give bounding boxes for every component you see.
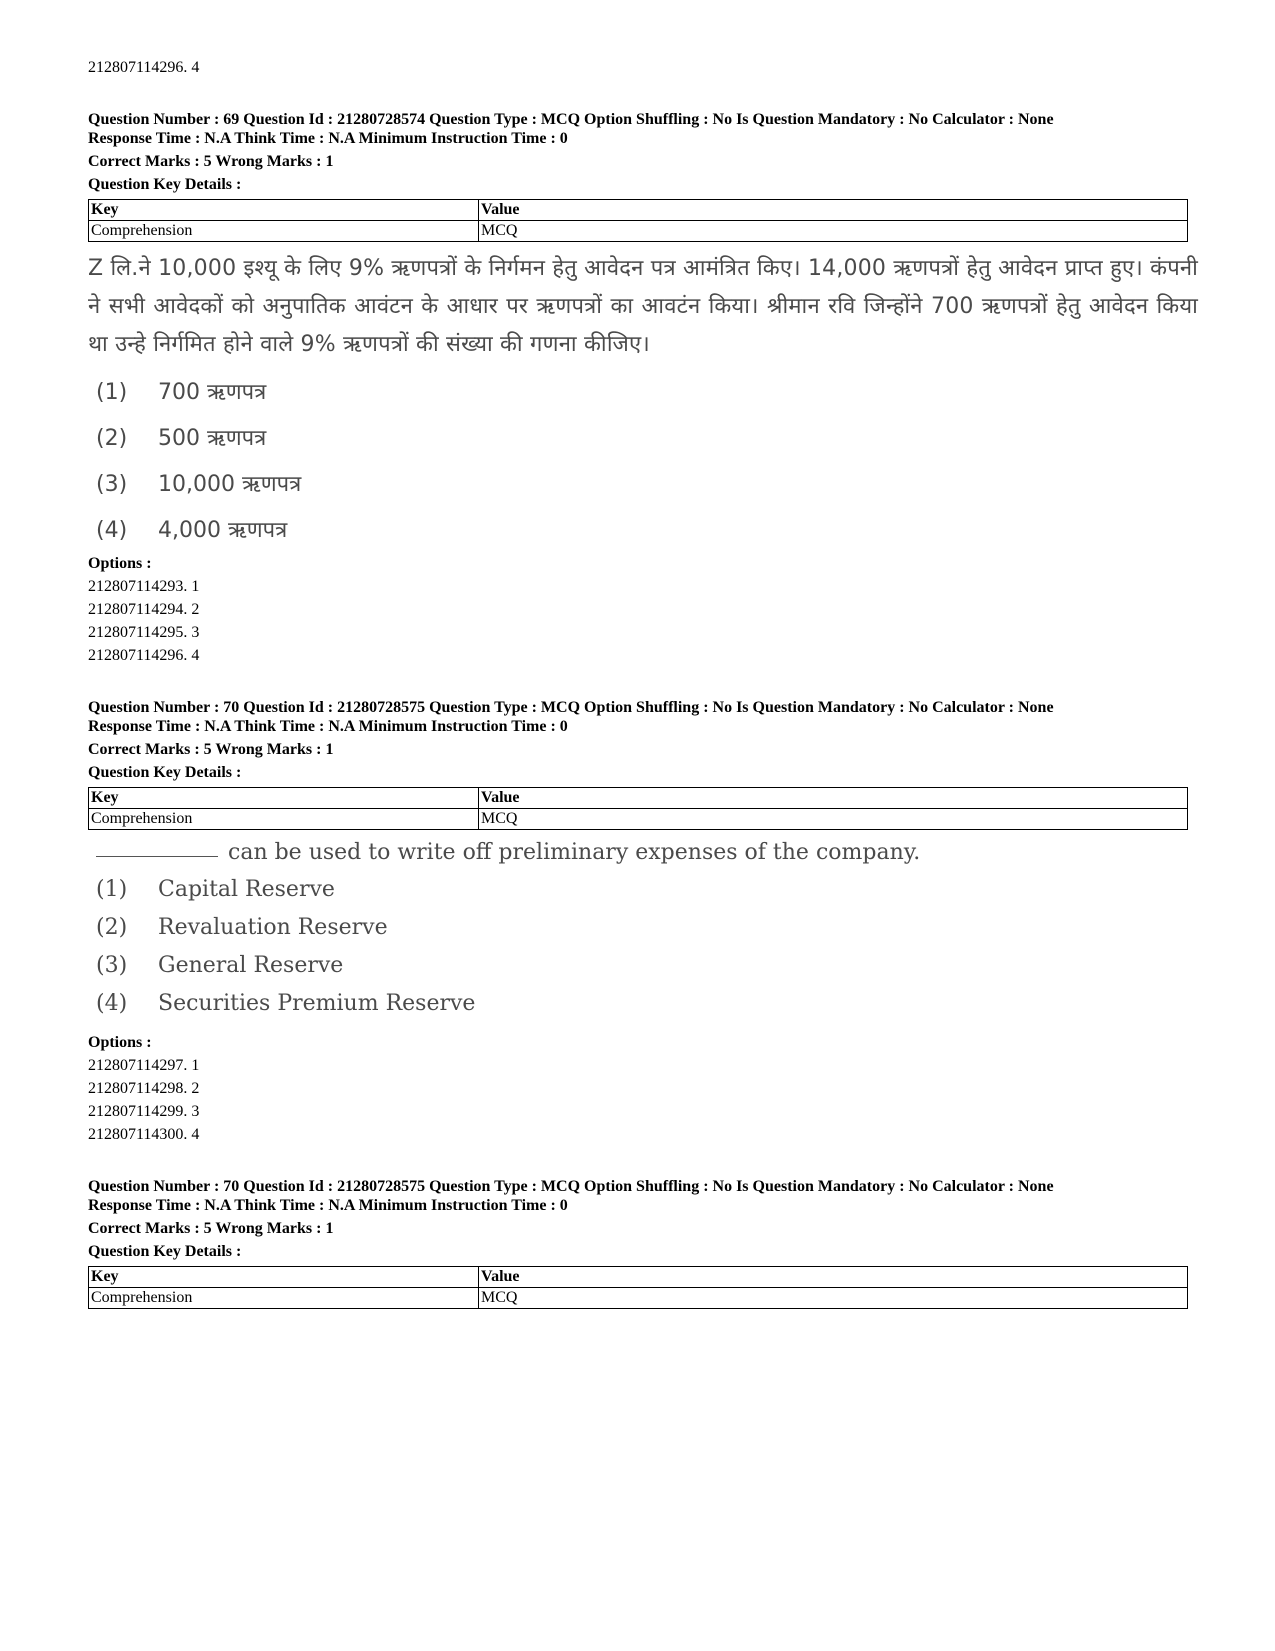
choice-item	[96, 877, 335, 902]
table-cell-value: MCQ	[479, 809, 1188, 830]
key-details-label: Question Key Details :	[88, 764, 242, 781]
key-details-table	[88, 787, 1188, 830]
choice-item	[96, 422, 266, 452]
choice-number: (1)	[96, 380, 128, 405]
table-cell-value: MCQ	[479, 1288, 1188, 1309]
table-row	[89, 221, 1188, 242]
choice-text: General Reserve	[158, 953, 344, 978]
table-header-value: Value	[479, 200, 1188, 221]
choice-number: (4)	[96, 991, 128, 1016]
choice-item	[96, 514, 287, 544]
options-label: Options :	[88, 1034, 152, 1051]
question-header: Question Number : 69 Question Id : 21280728574 Question Type : MCQ Option Shuffling : No Is Question Mandatory : No Calculator : None	[88, 111, 1054, 128]
key-details-table	[88, 1266, 1188, 1309]
question-timing: Response Time : N.A Think Time : N.A Minimum Instruction Time : 0	[88, 1197, 568, 1214]
option-id: 212807114296. 4	[88, 647, 200, 664]
table-cell-key: Comprehension	[89, 221, 479, 242]
question-text: Z लि.ने 10,000 इश्यू के लिए 9% ऋणपत्रों के निर्गमन हेतु आवेदन पत्र आमंत्रित किए। 14,000 ऋणपत्रों हेतु आवेदन प्राप्त हुए। कंपनी ने सभी आवेदकों को अनुपातिक आवंटन के आधार पर ऋणपत्रों का आवटंन किया। श्रीमान रवि जिन्होंने 700 ऋणपत्रों हेतु आवेदन किया था उन्हे निर्गमित होने वाले 9% ऋणपत्रों की संख्या की गणना कीजिए।	[88, 256, 1198, 357]
question-marks: Correct Marks : 5 Wrong Marks : 1	[88, 1220, 334, 1237]
question-marks: Correct Marks : 5 Wrong Marks : 1	[88, 153, 334, 170]
choice-item	[96, 915, 388, 940]
choice-number: (3)	[96, 472, 128, 497]
question-timing: Response Time : N.A Think Time : N.A Minimum Instruction Time : 0	[88, 130, 568, 147]
option-id: 212807114298. 2	[88, 1080, 200, 1097]
key-details-table	[88, 199, 1188, 242]
choice-text: Revaluation Reserve	[158, 915, 388, 940]
table-row	[89, 809, 1188, 830]
key-details-label: Question Key Details :	[88, 176, 242, 193]
choice-text: 500 ऋणपत्र	[158, 426, 267, 451]
choice-item	[96, 991, 475, 1016]
choice-number: (3)	[96, 953, 128, 978]
question-image-hindi	[88, 250, 1198, 550]
choice-text: Securities Premium Reserve	[158, 991, 476, 1016]
option-id: 212807114294. 2	[88, 601, 200, 618]
question-image-english	[88, 840, 1198, 1030]
option-id: 212807114299. 3	[88, 1103, 200, 1120]
table-row	[89, 788, 1188, 809]
choice-number: (1)	[96, 877, 128, 902]
choice-number: (2)	[96, 915, 128, 940]
choice-item	[96, 468, 301, 498]
table-header-key: Key	[89, 1267, 479, 1288]
question-header: Question Number : 70 Question Id : 21280728575 Question Type : MCQ Option Shuffling : No Is Question Mandatory : No Calculator : None	[88, 699, 1054, 716]
table-row	[89, 1267, 1188, 1288]
choice-text: Capital Reserve	[158, 877, 335, 902]
table-row	[89, 200, 1188, 221]
previous-option-line: 212807114296. 4	[88, 59, 200, 76]
table-header-key: Key	[89, 200, 479, 221]
table-header-value: Value	[479, 1267, 1188, 1288]
table-cell-key: Comprehension	[89, 809, 479, 830]
table-cell-key: Comprehension	[89, 1288, 479, 1309]
question-header: Question Number : 70 Question Id : 21280728575 Question Type : MCQ Option Shuffling : No Is Question Mandatory : No Calculator : None	[88, 1178, 1054, 1195]
choice-text: 10,000 ऋणपत्र	[158, 472, 302, 497]
option-id: 212807114293. 1	[88, 578, 200, 595]
choice-text: 700 ऋणपत्र	[158, 380, 267, 405]
choice-item	[96, 376, 266, 406]
key-details-label: Question Key Details :	[88, 1243, 242, 1260]
choice-number: (2)	[96, 426, 128, 451]
option-id: 212807114297. 1	[88, 1057, 200, 1074]
question-text: can be used to write off preliminary expenses of the company.	[228, 840, 921, 865]
table-row	[89, 1288, 1188, 1309]
question-marks: Correct Marks : 5 Wrong Marks : 1	[88, 741, 334, 758]
choice-item	[96, 953, 343, 978]
table-cell-value: MCQ	[479, 221, 1188, 242]
question-stem	[96, 840, 920, 865]
question-timing: Response Time : N.A Think Time : N.A Minimum Instruction Time : 0	[88, 718, 568, 735]
options-label: Options :	[88, 555, 152, 572]
option-id: 212807114300. 4	[88, 1126, 200, 1143]
fill-in-blank	[96, 856, 218, 857]
option-id: 212807114295. 3	[88, 624, 200, 641]
table-header-key: Key	[89, 788, 479, 809]
table-header-value: Value	[479, 788, 1188, 809]
choice-number: (4)	[96, 518, 128, 543]
choice-text: 4,000 ऋणपत्र	[158, 518, 288, 543]
